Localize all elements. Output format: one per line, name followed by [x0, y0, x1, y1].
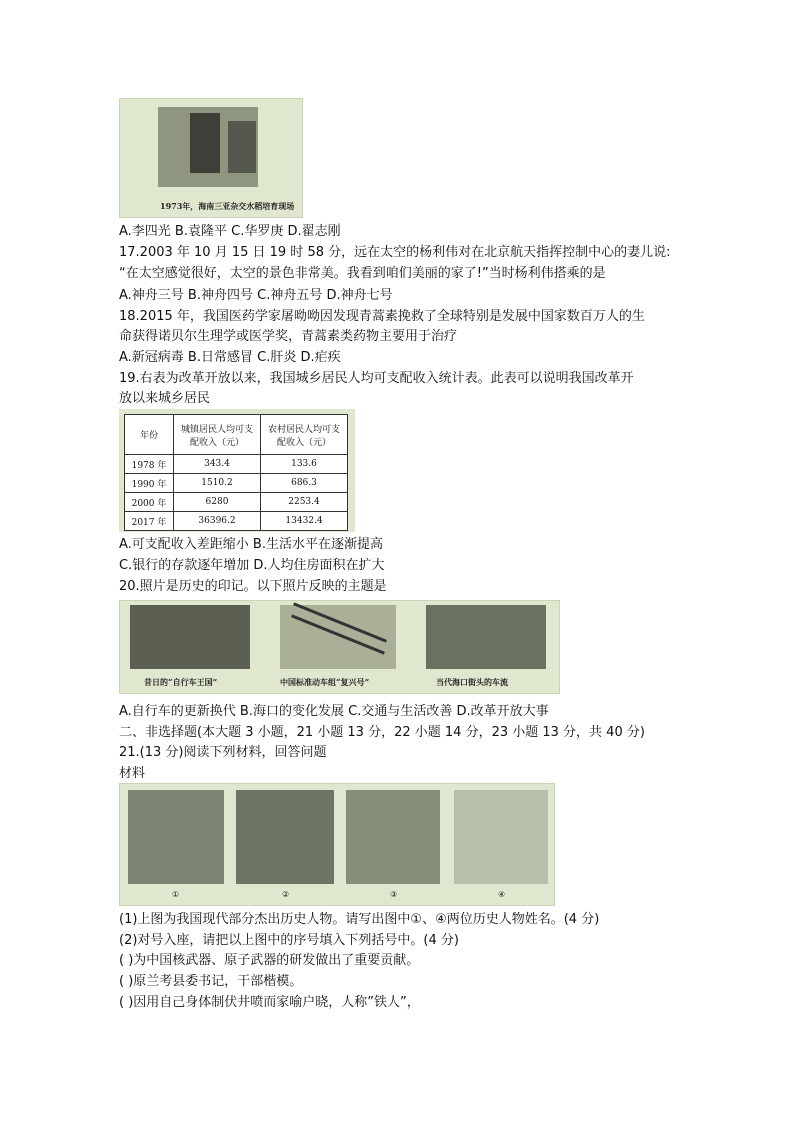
q17-options: A.神舟三号 B.神舟四号 C.神舟五号 D.神舟七号	[119, 288, 393, 303]
table-row	[125, 493, 348, 512]
portrait-2	[236, 790, 334, 884]
table-header: 年份	[125, 415, 174, 455]
q18-options: A.新冠病毒 B.日常感冒 C.肝炎 D.疟疾	[119, 350, 341, 365]
q16-options: A.李四光 B.袁隆平 C.华罗庚 D.翟志刚	[119, 224, 341, 239]
q20-caption-1: 昔日的“自行车王国”	[144, 677, 218, 687]
q17-line2: “在太空感觉很好，太空的景色非常美。我看到咱们美丽的家了!”当时杨利伟搭乘的是	[119, 266, 606, 281]
table-header: 城镇居民人均可支配收入（元）	[174, 415, 261, 455]
q21-line1: 21.(13 分)阅读下列材料，回答问题	[119, 745, 327, 760]
q20-options: A.自行车的更新换代 B.海口的变化发展 C.交通与生活改善 D.改革开放大事	[119, 704, 549, 719]
table-row	[125, 455, 348, 474]
q20-photo-strip	[119, 600, 560, 694]
q19-line1: 19.右表为改革开放以来，我国城乡居民人均可支配收入统计表。此表可以说明我国改革开	[119, 371, 634, 386]
q18-line2: 命获得诺贝尔生理学或医学奖，青蒿素类药物主要用于治疗	[119, 329, 458, 344]
portrait-marker-3: ③	[390, 890, 398, 899]
section-2-heading: 二、非选择题(本大题 3 小题，21 小题 13 分，22 小题 14 分，23 小题 13 分，共 40 分)	[119, 725, 645, 740]
q21-blank-3: ( )因用自己身体制伏井喷而家喻户晓，人称”铁人”，	[119, 995, 420, 1010]
table-cell: 2000 年	[125, 493, 174, 512]
q21-portrait-strip	[119, 783, 555, 906]
bicycle-crowd-photo	[130, 605, 250, 669]
table-cell: 686.3	[261, 474, 348, 493]
table-cell: 1990 年	[125, 474, 174, 493]
q16-photo-caption: 1973年，海南三亚杂交水稻培育现场	[160, 201, 295, 211]
table-cell: 2017 年	[125, 512, 174, 531]
portrait-3	[346, 790, 440, 884]
q17-line1: 17.2003 年 10 月 15 日 19 时 58 分，远在太空的杨利伟对在北京航天指挥控制中心的妻儿说:	[119, 245, 671, 260]
q18-line1: 18.2015 年，我国医药学家屠呦呦因发现青蒿素挽救了全球特别是发展中国家数百万人的生	[119, 309, 645, 324]
table-cell: 133.6	[261, 455, 348, 474]
q20-line1: 20.照片是历史的印记。以下照片反映的主题是	[119, 579, 387, 594]
portrait-marker-4: ④	[498, 890, 506, 899]
q21-material-label: 材料	[119, 766, 146, 781]
table-cell: 1978 年	[125, 455, 174, 474]
table-cell: 6280	[174, 493, 261, 512]
q19-line2: 放以来城乡居民	[119, 391, 211, 406]
q19-options-2: C.银行的存款逐年增加 D.人均住房面积在扩大	[119, 558, 385, 573]
portrait-marker-1: ①	[172, 890, 180, 899]
table-header: 农村居民人均可支配收入（元）	[261, 415, 348, 455]
table-cell: 36396.2	[174, 512, 261, 531]
q21-sub1: (1)上图为我国现代部分杰出历史人物。请写出图中①、④两位历史人物姓名。(4 分)	[119, 912, 600, 927]
table-row	[125, 474, 348, 493]
table-row	[125, 512, 348, 531]
q21-blank-1: ( )为中国核武器、原子武器的研发做出了重要贡献。	[119, 953, 420, 968]
q21-sub2: (2)对号入座，请把以上图中的序号填入下列括号中。(4 分)	[119, 933, 459, 948]
portrait-4	[454, 790, 548, 884]
table-cell: 2253.4	[261, 493, 348, 512]
q19-options-1: A.可支配收入差距缩小 B.生活水平在逐渐提高	[119, 537, 383, 552]
portrait-marker-2: ②	[282, 890, 290, 899]
table-cell: 343.4	[174, 455, 261, 474]
portrait-1	[128, 790, 224, 884]
q16-photo	[119, 98, 303, 218]
haikou-traffic-photo	[426, 605, 546, 669]
q20-caption-3: 当代海口街头的车流	[436, 677, 508, 687]
table-cell: 13432.4	[261, 512, 348, 531]
table-cell: 1510.2	[174, 474, 261, 493]
table-header-row	[125, 415, 348, 455]
q21-blank-2: ( )原兰考县委书记，干部楷模。	[119, 974, 303, 989]
q19-income-table	[124, 414, 348, 531]
q20-caption-2: 中国标准动车组“复兴号”	[280, 677, 370, 687]
